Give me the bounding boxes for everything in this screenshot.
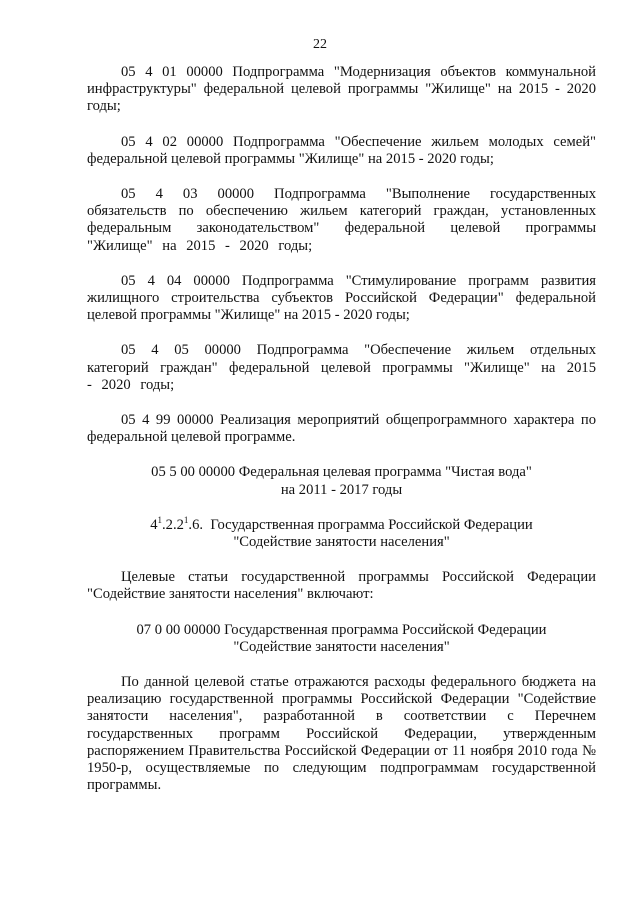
section-number-end: .6.	[188, 516, 204, 533]
program-heading-line2: на 2011 - 2017 годы	[280, 481, 403, 498]
paragraph-subprogram-5405: 05 4 05 00000 Подпрограмма "Обеспечение жильем отдельных категорий граждан" федеральной целевой программы "Жилище" на 2015 - 2020 годы;	[87, 342, 596, 393]
section-heading	[87, 517, 596, 551]
section-title-line2: "Содействие занятости населения"	[233, 534, 450, 551]
document-body	[87, 64, 596, 813]
section-number-sup2: 1	[183, 515, 189, 525]
section-number-sup1: 1	[157, 515, 163, 525]
section-title-line1: Государственная программа Российской Федерации	[210, 516, 533, 533]
gp-heading-line2: "Содействие занятости населения"	[233, 638, 450, 655]
paragraph-subprogram-5401: 05 4 01 00000 Подпрограмма "Модернизация объектов коммунальной инфраструктуры" федеральной целевой программы "Жилище" на 2015 - 2020 годы;	[87, 64, 596, 115]
paragraph-subprogram-5404: 05 4 04 00000 Подпрограмма "Стимулирование программ развития жилищного строительства субъектов Российской Федерации" федеральной целевой программы "Жилище" на 2015 - 2020 годы;	[87, 272, 596, 324]
section-heading-line1	[87, 517, 596, 534]
gp-heading	[87, 622, 596, 656]
gp-heading-line1: 07 0 00 00000 Государственная программа Российской Федерации	[136, 621, 547, 638]
section-number-main: 4	[150, 516, 158, 533]
intro-paragraph: Целевые статьи государственной программы Российской Федерации "Содействие занятости населения" включают:	[87, 569, 596, 603]
paragraph-subprogram-5403: 05 4 03 00000 Подпрограмма "Выполнение государственных обязательств по обеспечению жильем категорий граждан, установленных федеральным законодательством" федеральной целевой программы "Жилище" на 2015 - 2020 годы;	[87, 186, 596, 254]
section-number-mid: .2.2	[162, 516, 184, 533]
page-number: 22	[313, 37, 327, 52]
program-heading-line1: 05 5 00 00000 Федеральная целевая программа "Чистая вода"	[151, 464, 532, 481]
paragraph-subprogram-5499: 05 4 99 00000 Реализация мероприятий общепрограммного характера по федеральной целевой программе.	[87, 412, 596, 446]
final-paragraph: По данной целевой статье отражаются расходы федерального бюджета на реализацию государственной программы Российской Федерации "Содействие занятости населения", разработанной в соответствии с Перечнем государственных программ Российской Федерации, утвержденным распоряжением Правительства Российской Федерации от 11 ноября 2010 года № 1950-р, осуществляемые по следующим подпрограммам государственной программы.	[87, 674, 596, 794]
paragraph-subprogram-5402: 05 4 02 00000 Подпрограмма "Обеспечение жильем молодых семей" федеральной целевой программы "Жилище" на 2015 - 2020 годы;	[87, 133, 596, 167]
program-heading-clean-water	[87, 464, 596, 498]
